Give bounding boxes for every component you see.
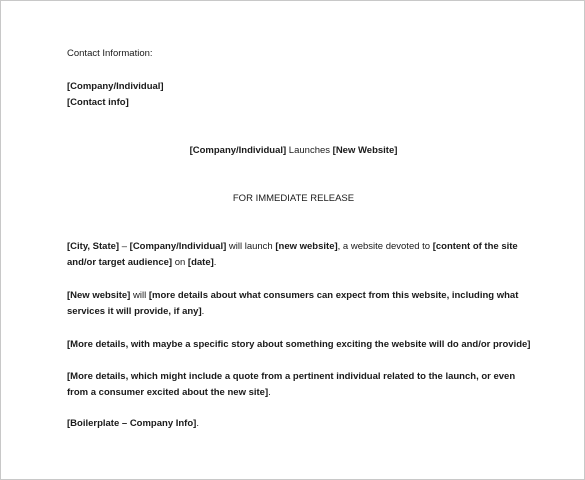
contact-info: [Contact info]: [67, 97, 129, 108]
headline-company: [Company/Individual]: [189, 145, 287, 156]
para4-line2-text: from a consumer excited about the new site]: [67, 387, 269, 398]
para4-line1: [More details, which might include a quote from a pertinent individual related to the launch, or even: [67, 371, 516, 382]
para1-line2: [67, 257, 216, 269]
para3-text: [More details, with maybe a specific story about something exciting the website will do and/or provide]: [67, 339, 531, 350]
para4-line2: [67, 387, 271, 399]
para1-city: [City, State]: [67, 241, 120, 252]
para2-new-website: [New website]: [67, 290, 131, 301]
para1-date: [date]: [187, 257, 214, 268]
contact-company: [Company/Individual]: [67, 81, 164, 92]
para2-details-line1: [more details about what consumers can expect from this website, including what: [148, 290, 519, 301]
para1-dash: –: [119, 241, 130, 252]
release-label: FOR IMMEDIATE RELEASE: [232, 193, 355, 204]
para2-line1: [67, 290, 518, 302]
para1-will-launch: will launch: [226, 241, 276, 252]
para1-content: [content of the site: [432, 241, 518, 252]
para5-line: [67, 418, 199, 430]
para2-line2: [67, 306, 204, 318]
headline-launches: Launches: [286, 145, 333, 156]
para1-new-website: [new website]: [275, 241, 338, 252]
para4-period: .: [268, 387, 271, 398]
para1-line1: [67, 241, 518, 253]
para1-devoted: , a website devoted to: [337, 241, 433, 252]
para2-period: .: [201, 306, 205, 317]
para1-company: [Company/Individual]: [129, 241, 227, 252]
para1-audience: and/or target audience]: [67, 257, 173, 268]
para5-period: .: [196, 418, 199, 429]
para1-period: .: [213, 257, 217, 268]
para5-boilerplate: [Boilerplate – Company Info]: [67, 418, 197, 429]
headline-website: [New Website]: [332, 145, 398, 156]
para2-details-line2: services it will provide, if any]: [67, 306, 202, 317]
para2-will: will: [130, 290, 149, 301]
headline: [1, 145, 585, 157]
contact-heading: Contact Information:: [67, 48, 153, 59]
para1-on: on: [172, 257, 188, 268]
